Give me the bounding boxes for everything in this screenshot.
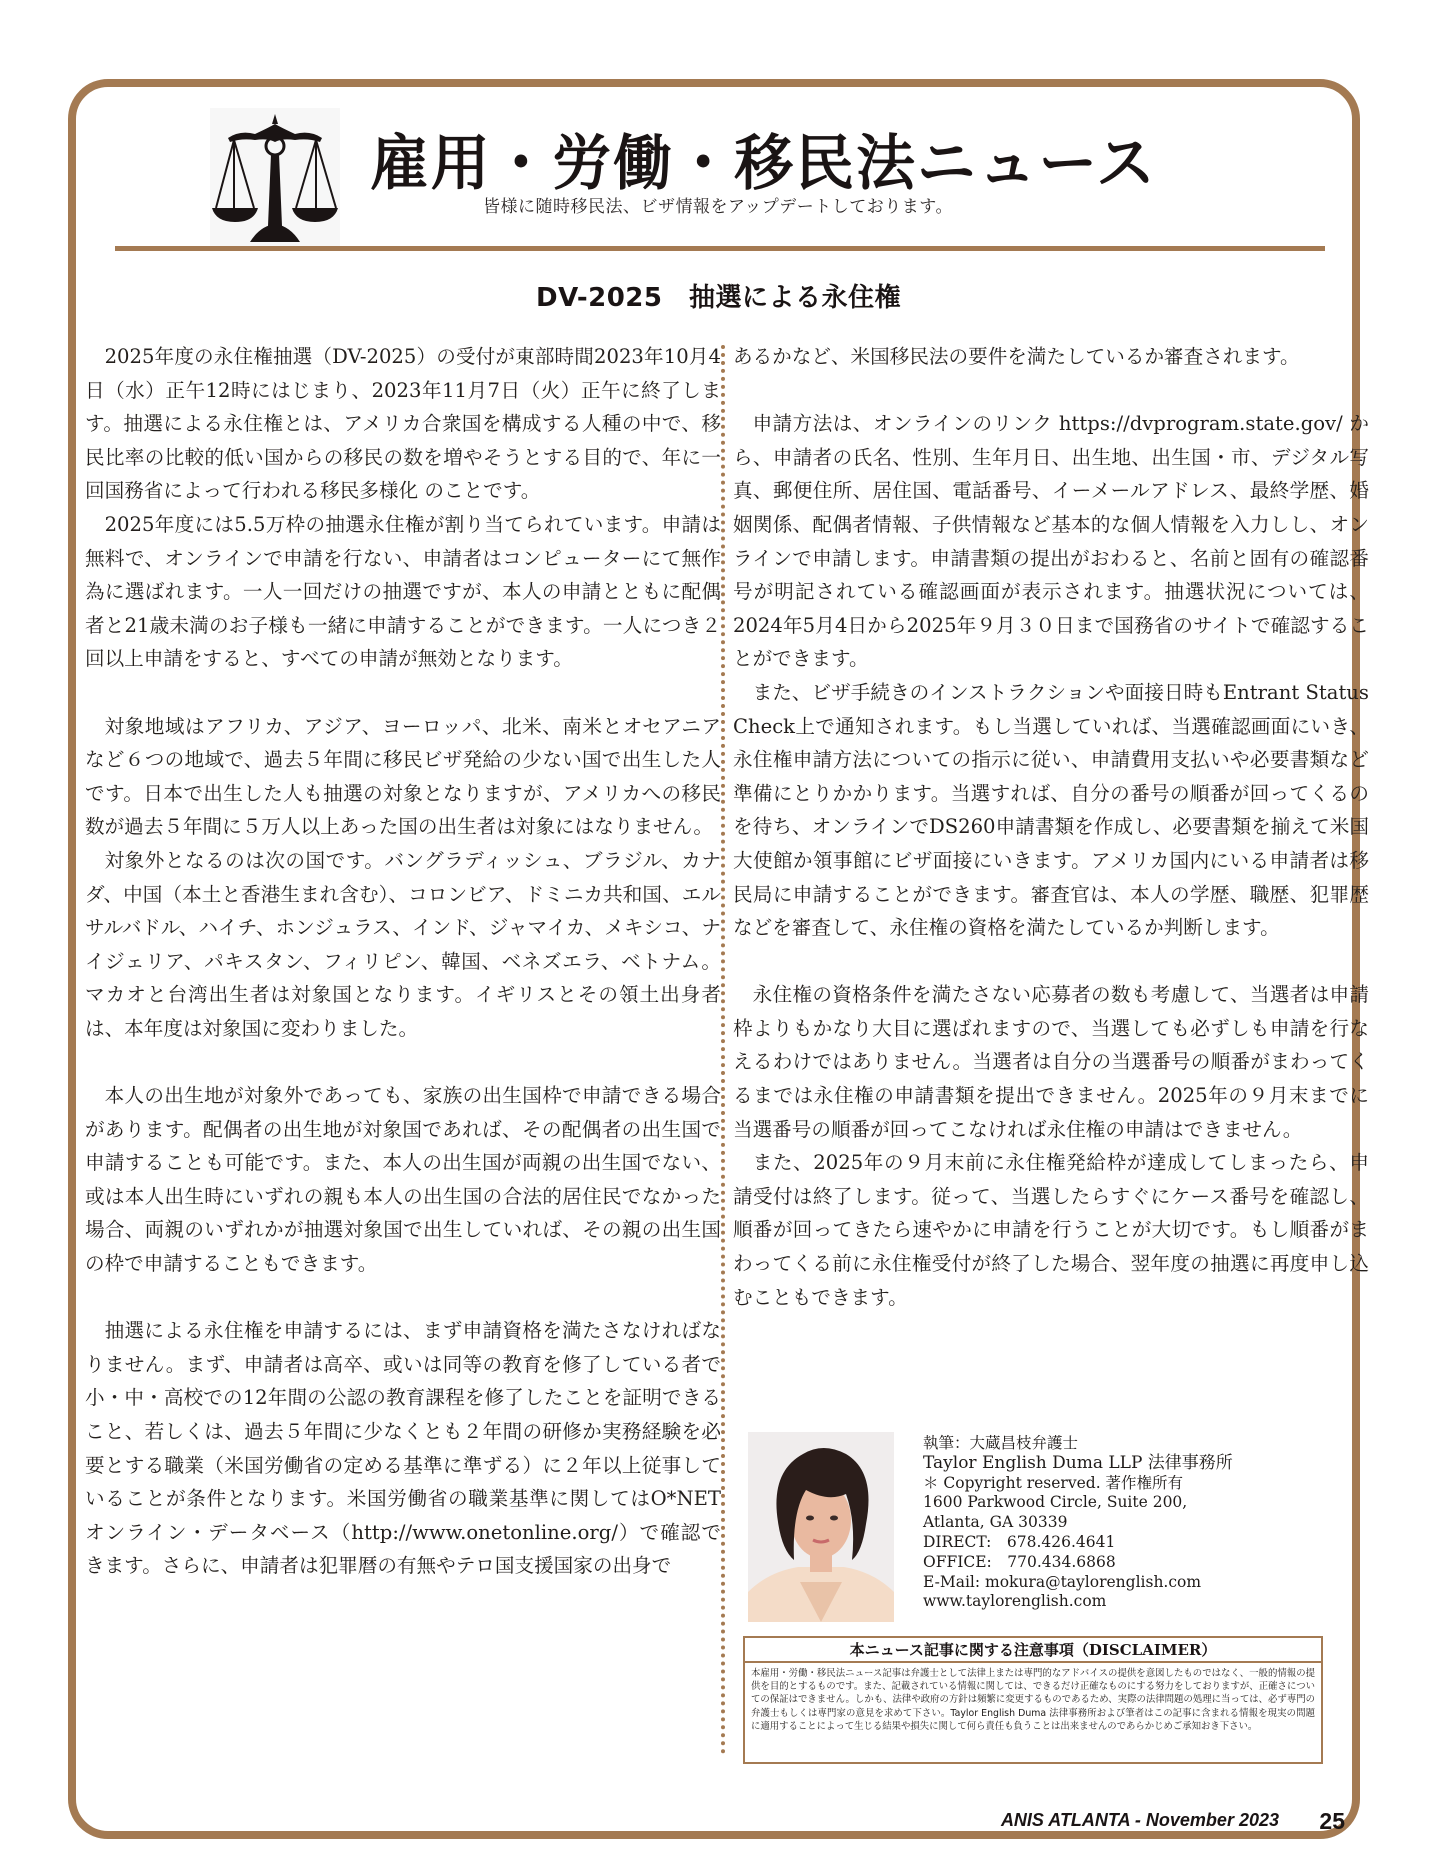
article-paragraph: あるかなど、米国移民法の要件を満たしているか審査されます。 — [733, 345, 1300, 368]
article-paragraph: 2025年度の永住権抽選（DV-2025）の受付が東部時間2023年10月4日（水）正午12時にはじまり、2023年11月7日（火）正午に終了します。抽選による永住権とは、アメリカ合衆国を構成する人種の中で、移民比率の比較的低い国からの移民の数を増やそうとする目的で、年に一回国務省によって行われる移民多様化 のことです。 — [85, 345, 721, 503]
left-column — [85, 340, 721, 1583]
column-divider — [721, 345, 725, 1755]
paragraph-spacer — [85, 1281, 721, 1315]
article-paragraph: 対象地域はアフリカ、アジア、ヨーロッパ、北米、南米とオセアニアなど６つの地域で、過去５年間に移民ビザ発給の少ない国で出生した人です。日本で出生した人も抽選の対象となりますが、アメリカへの移民数が過去５年間に５万人以上あった国の出生者は対象にはなりません。 — [85, 714, 721, 839]
disclaimer-body: 本雇用・労働・移民法ニュース記事は弁護士として法律上または専門的なアドバイスの提供を意図したものではなく、一般的情報の提供を目的とするものです。また、記載されている情報に関しては、できるだけ正確なものにする努力をしておりますが、正確さについての保証はできません。しかも、法律や政府の方針は頻繁に変更するものであるため、実際の法律問題の処理に当っては、必ず専門の弁護士もしくは専門家の意見を求めて下さい。Taylor English Duma 法律事務所および筆者はこの記事に含まれる情報を現実の問題に適用することによって生じる結果や損失に関して何ら責任も負うことは出来ませんのであらかじめご承知おき下さい。 — [751, 1668, 1315, 1732]
article-paragraph: 抽選による永住権を申請するには、まず申請資格を満たさなければなりません。まず、申請者は高卒、或いは同等の教育を修了している者で小・中・高校での12年間の公認の教育課程を修了したことを証明できること、若しくは、過去５年間に少なくとも２年間の研修か実務経験を必要とする職業（米国労働省の定める基準に準ずる）に２年以上従事していることが条件となります。米国労働省の職業基準に関してはO*NETオンライン・データベース（http://www.onetonline.org/）で確認できます。さらに、申請者は犯罪暦の有無やテロ国支援国家の出身で — [85, 1319, 721, 1578]
author-block — [748, 1432, 1348, 1622]
address-line-2: Atlanta, GA 30339 — [923, 1513, 1068, 1532]
page-subtitle: 皆様に随時移民法、ビザ情報をアップデートしております。 — [483, 197, 953, 217]
disclaimer-box — [743, 1636, 1323, 1764]
article-paragraph: 対象外となるのは次の国です。バングラディッシュ、ブラジル、カナダ、中国（本土と香港生まれ含む）、コロンビア、ドミニカ共和国、エルサルバドル、ハイチ、ホンジュラス、インド、ジャマイカ、メキシコ、ナイジェリア、パキスタン、フィリピン、韓国、ベネズエラ、ベトナム。マカオと台湾出生者は対象国となります。イギリスとその領土出身者は、本年度は対象国に変わりました。 — [85, 848, 721, 1040]
scales-of-justice-icon — [210, 108, 340, 248]
office-phone: OFFICE: 770.434.6868 — [923, 1552, 1116, 1571]
author-byline: 執筆：大蔵昌枝弁護士 — [923, 1434, 1079, 1452]
header-divider — [115, 246, 1325, 251]
page-title: 雇用・労働・移民法ニュース — [370, 129, 1157, 199]
paragraph-spacer — [85, 1045, 721, 1079]
author-photo — [748, 1432, 894, 1622]
paragraph-spacer — [733, 374, 1369, 408]
article-paragraph: 申請方法は、オンラインのリンク https://dvprogram.state.gov/ から、申請者の氏名、性別、生年月日、出生地、出生国・市、デジタル写真、郵便住所、居住国、電話番号、イーメールアドレス、最終学歴、婚姻関係、配偶者情報、子供情報など基本的な個人情報を入力しし、オンラインで申請します。申請書類の提出がおわると、名前と固有の確認番号が明記されている確認画面が表示されます。抽選状況については、2024年5月4日から2025年９月３０日まで国務省のサイトで確認することができます。 — [733, 412, 1369, 671]
paragraph-spacer — [733, 945, 1369, 979]
disclaimer-title: 本ニュース記事に関する注意事項（DISCLAIMER） — [745, 1638, 1321, 1663]
author-contact — [923, 1434, 1233, 1612]
address-line-1: 1600 Parkwood Circle, Suite 200, — [923, 1493, 1188, 1512]
right-column — [733, 340, 1369, 1314]
article-paragraph: 永住権の資格条件を満たさない応募者の数も考慮して、当選者は申請枠よりもかなり大目に選ばれますので、当選しても必ずしも申請を行なえるわけではありません。当選者は自分の当選番号の順番がまわってくるまでは永住権の申請書類を提出できません。2025年の９月末までに当選番号の順番が回ってこなければ永住権の申請はできません。 — [733, 983, 1369, 1141]
author-firm: Taylor English Duma LLP 法律事務所 — [923, 1452, 1233, 1473]
email-address[interactable]: E-Mail: mokura@taylorenglish.com — [923, 1572, 1202, 1591]
page-number: 25 — [1319, 1808, 1345, 1834]
copyright-notice: ＊ Copyright reserved. 著作権所有 — [923, 1473, 1184, 1492]
page-header — [115, 100, 1325, 250]
portrait-image — [748, 1432, 894, 1622]
magazine-issue: ANIS ATLANTA - November 2023 — [1000, 1810, 1279, 1830]
article-paragraph: 本人の出生地が対象外であっても、家族の出生国枠で申請できる場合があります。配偶者の出生地が対象国であれば、その配偶者の出生国で申請することも可能です。また、本人の出生国が両親の出生国でない、或は本人出生時にいずれの親も本人の出生国の合法的居住民でなかった場合、両親のいずれかが抽選対象国で出生していれば、その親の出生国の枠で申請することもできます。 — [85, 1084, 721, 1276]
website-link[interactable]: www.taylorenglish.com — [923, 1592, 1107, 1611]
article-paragraph: また、2025年の９月末前に永住権発給枠が達成してしまったら、申請受付は終了します。従って、当選したらすぐにケース番号を確認し、順番が回ってきたら速やかに申請を行うことが大切です。もし順番がまわってくる前に永住権受付が終了した場合、翌年度の抽選に再度申し込むこともできます。 — [733, 1151, 1369, 1309]
page-footer — [0, 1810, 1437, 1840]
article-paragraph: また、ビザ手続きのインストラクションや面接日時もEntrant Status Check上で通知されます。もし当選していれば、当選確認画面にいき、永住権申請方法についての指示に従い、申請費用支払いや必要書類など準備にとりかかります。当選すれば、自分の番号の順番が回ってくるのを待ち、オンラインでDS260申請書類を作成し、必要書類を揃えて米国大使館か領事館にビザ面接にいきます。アメリカ国内にいる申請者は移民局に申請することができます。審査官は、本人の学歴、職歴、犯罪歴などを審査して、永住権の資格を満たしているか判断します。 — [733, 680, 1369, 940]
article-title: DV-2025 抽選による永住権 — [536, 283, 901, 313]
direct-phone: DIRECT: 678.426.4641 — [923, 1532, 1116, 1551]
paragraph-spacer — [85, 676, 721, 710]
article-paragraph: 2025年度には5.5万枠の抽選永住権が割り当てられています。申請は無料で、オンラインで申請を行ない、申請者はコンピューターにて無作為に選ばれます。一人一回だけの抽選ですが、本人の申請とともに配偶者と21歳未満のお子様も一緒に申請することができます。一人につき２回以上申請をすると、すべての申請が無効となります。 — [85, 512, 721, 671]
